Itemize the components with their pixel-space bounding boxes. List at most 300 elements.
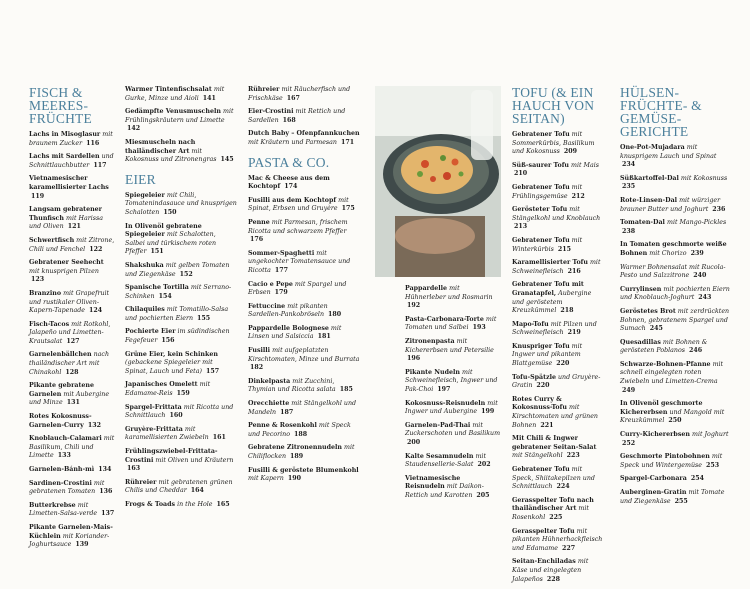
entry-page-number: 236 — [712, 205, 726, 213]
entry-page-number: 160 — [169, 412, 183, 420]
entry-page-number: 155 — [197, 314, 211, 322]
entry-page-number: 117 — [93, 161, 107, 169]
entry-description: mit Rettich und Sardellen — [248, 108, 346, 124]
entry-title: Miesmuscheln nach thailändischer Art — [125, 138, 196, 155]
entry-description: mit Tomate und Ziegenkäse — [620, 489, 725, 505]
entry-title: Rühreier — [248, 86, 280, 93]
entry-page-number: 185 — [339, 386, 353, 394]
entry-description: mit Stängelkohl und Mandeln — [248, 400, 357, 416]
entry-page-number: 240 — [693, 272, 707, 280]
entry-description: mit Schweinefleisch — [512, 259, 601, 275]
index-entry — [248, 444, 360, 461]
index-entry — [125, 404, 237, 421]
entry-description: mit Rosenkohl — [512, 505, 589, 521]
entry-description: mit Käse und eingelegten Jalapeños — [512, 558, 589, 583]
entry-page-number: 249 — [622, 386, 636, 394]
entry-title: Fusilli & geröstete Blumenkohl — [248, 466, 359, 474]
entry-title: Cacio e Pepe — [248, 280, 293, 288]
entry-title: Spargel-Carbonara — [620, 475, 687, 483]
entry-page-number: 212 — [571, 192, 585, 200]
entry-title: Penne — [248, 218, 270, 226]
entry-description: mit Kirschtomaten und grünen Bohnen — [512, 404, 598, 429]
entry-description: mit Zucchini, Thymian und Ricotta salata — [248, 377, 336, 394]
entry-title: Gerösteter Tofu — [512, 206, 568, 214]
entry-page-number: 213 — [514, 223, 528, 231]
index-entry — [405, 475, 501, 501]
entry-description: mit gelben Tomaten und Ziegenkäse — [125, 261, 230, 278]
entry-description: mit Chili, Tomatenindasauce und knusprigen Schalotten — [125, 191, 237, 216]
entry-title: Auberginen-Gratin — [620, 489, 687, 496]
entry-title: Curry-Kichererbsen — [620, 431, 690, 439]
entry-title: Fisch-Tacos — [29, 320, 70, 328]
index-entry — [125, 192, 237, 218]
entry-description: mit Räucherfisch und Frischkäse — [248, 86, 351, 102]
entry-description: mit Hühnerleber und Rosmarin — [405, 285, 493, 301]
entry-page-number: 190 — [287, 475, 301, 483]
entry-page-number: 192 — [407, 302, 421, 310]
index-entry — [29, 175, 116, 201]
column-fisch-eier — [125, 86, 237, 515]
entry-description: mit Spargel und Erbsen — [248, 280, 347, 297]
entry-title: Spiegeleier — [125, 191, 165, 199]
entry-page-number: 219 — [567, 329, 581, 337]
index-entry — [248, 197, 360, 214]
index-entry — [620, 431, 732, 448]
index-entry — [248, 347, 360, 373]
entry-title: Kalte Sesamnudeln — [405, 452, 474, 460]
entry-page-number: 253 — [706, 461, 720, 469]
index-entry — [125, 223, 237, 257]
entry-description: mit Ingwer und Aubergine — [405, 399, 498, 416]
index-entry — [248, 175, 360, 192]
index-entry — [29, 259, 116, 285]
entry-title: Gebratener Tofu — [512, 131, 570, 138]
entry-title: Geröstetes Brot — [620, 307, 676, 315]
entry-title: Vietnamesische Reisnudeln — [405, 474, 461, 491]
index-entry — [29, 435, 116, 461]
index-entry — [405, 285, 501, 311]
entry-page-number: 210 — [514, 170, 528, 178]
entry-title: Dutch Baby – Ofenpfannkuchen — [248, 130, 360, 138]
entry-title: In Olivenöl geschmorte Kichererbsen — [620, 400, 703, 416]
index-entry — [512, 396, 604, 430]
entry-title: Fettuccine — [248, 302, 286, 310]
entry-title: Sardinen-Crostini — [29, 479, 92, 487]
index-entry — [512, 131, 604, 157]
entry-description: mit Linsen und Salsiccia — [248, 324, 342, 341]
entry-page-number: 245 — [649, 325, 663, 333]
entry-page-number: 121 — [67, 223, 81, 231]
section-heading-tofu: TOFU (& EIN HAUCH VON SEITAN) — [512, 85, 595, 126]
entry-title: Frühlingszwiebel-Frittata-Crostini — [125, 448, 218, 464]
entry-description: mit Edamame-Reis — [125, 381, 211, 398]
entry-title: Japanisches Omelett — [125, 381, 198, 389]
index-entry — [125, 108, 237, 134]
entry-description: mit Zuckerschoten und Basilikum — [405, 421, 501, 438]
entry-description: mit Aubergine und Minze — [29, 390, 110, 407]
entry-description: mit Sommerkürbis, Basilikum und Kokosnuss — [512, 131, 595, 156]
entry-description: mit aufgeplatzten Kirschtomaten, Minze und Burrata — [248, 347, 360, 363]
entry-page-number: 164 — [190, 487, 204, 495]
entry-title: Pikante Garnelen-Mais-Küchlein — [29, 523, 113, 540]
entry-title: Schwertfisch — [29, 236, 75, 244]
entry-title: Spargel-Frittata — [125, 403, 182, 411]
entry-title: Penne & Rosenkohl — [248, 422, 317, 430]
entry-page-number: 131 — [66, 399, 80, 407]
entry-description: und Mangold mit Kreuzkümmel — [620, 408, 725, 425]
index-entry — [620, 361, 732, 395]
entry-page-number: 216 — [567, 267, 581, 275]
entry-title: Gerasspelter Tofu nach thailändischer Art — [512, 496, 594, 513]
entry-page-number: 197 — [437, 385, 451, 393]
index-entry — [248, 219, 360, 245]
index-entry — [125, 328, 237, 345]
entry-page-number: 189 — [290, 453, 304, 460]
index-entry — [620, 219, 732, 236]
entry-description: mit würziger brauner Butter und Joghurt — [620, 196, 721, 213]
index-entry — [125, 306, 237, 323]
entry-page-number: 220 — [556, 360, 570, 368]
entry-page-number: 119 — [31, 192, 45, 200]
entry-title: Gebratene Zitronennudeln — [248, 444, 342, 452]
entry-title: Knuspriger Tofu — [512, 342, 570, 350]
index-entry — [620, 264, 732, 281]
entry-description: mit Stängelkohl — [512, 452, 563, 460]
entry-description: (gebackene Spiegeleier mit Spinat, Lauch und Feta) — [125, 359, 213, 375]
index-entry — [620, 144, 732, 170]
index-entry — [512, 528, 604, 554]
entry-page-number: 151 — [150, 248, 164, 256]
entry-description: mit Spinat, Erbsen und Gruyère — [248, 196, 349, 213]
index-entry — [512, 281, 604, 315]
entry-description: Aubergine und geröstetem Kreuzkümmel — [512, 289, 592, 315]
index-entry — [29, 466, 116, 475]
entry-title: In Tomaten geschmorte weiße Bohnen — [620, 241, 727, 257]
entry-page-number: 157 — [205, 367, 220, 375]
entry-title: Seitan-Enchiladas — [512, 558, 576, 566]
entry-title: Rühreier — [125, 478, 157, 486]
entry-page-number: 187 — [280, 408, 294, 416]
entry-description: mit Kichererbsen und Petersilie — [405, 337, 494, 354]
entry-title: Garnelen-Bánh-mì — [29, 466, 95, 473]
entry-page-number: 174 — [284, 183, 298, 191]
entry-title: Dinkelpasta — [248, 377, 291, 385]
entry-page-number: 159 — [176, 390, 190, 398]
index-entry — [29, 131, 116, 148]
index-entry — [620, 453, 732, 470]
entry-page-number: 254 — [690, 475, 705, 483]
entry-page-number: 134 — [98, 466, 112, 473]
entry-title: Karamellisierter Tofu — [512, 259, 588, 267]
entry-title: Vietnamesischer karamellisierter Lachs — [29, 175, 109, 191]
entry-title: Butterkrebse — [29, 501, 76, 509]
entry-page-number: 252 — [622, 439, 636, 447]
entry-page-number: 168 — [282, 116, 296, 124]
entry-description: mit Speck und Wintergemüse — [620, 453, 723, 469]
entry-page-number: 246 — [689, 347, 703, 355]
entry-title: Chilaquiles — [125, 306, 165, 314]
entry-description: mit karamellisierten Zwiebeln — [125, 425, 209, 442]
index-entry — [620, 308, 732, 334]
index-entry — [620, 197, 732, 214]
entry-description: mit Ricotta und Schnittlauch — [125, 403, 234, 420]
entry-description: und Schnittlauchbutter — [29, 153, 114, 169]
column-huelsen — [620, 86, 732, 511]
entry-description: mit Koriander-Joghurtsauce — [29, 532, 110, 549]
index-entry — [248, 400, 360, 417]
entry-page-number: 238 — [622, 227, 636, 235]
entry-description: mit pochierten Eiern und Knoblauch-Joghurt — [620, 285, 730, 302]
entry-description: und Gruyère-Gratin — [512, 373, 601, 390]
entry-page-number: 128 — [65, 368, 79, 376]
entry-description: mit Grapefruit und rustikaler Oliven-Kapern-Tapenade — [29, 289, 110, 315]
entry-page-number: 177 — [274, 266, 289, 274]
entry-description: mit Kapern — [248, 475, 284, 483]
entry-description: mit Tomaten und Salbei — [405, 315, 497, 332]
entry-description: mit Zitrone, Chili und Fenchel — [29, 236, 115, 253]
entry-title: Gebratener Tofu — [512, 236, 570, 244]
entry-title: In Olivenöl gebratene Spiegeleier — [125, 222, 202, 239]
entry-description: mit Schalotten, Salbei und türkischem roten Pfeffer — [125, 231, 217, 256]
index-entry — [29, 524, 116, 550]
entry-description: mit Chiliflocken — [248, 444, 355, 460]
index-entry — [29, 321, 116, 347]
index-entry — [248, 281, 360, 298]
entry-title: Pikante gebratene Garnelen — [29, 382, 94, 398]
entry-title: Fusilli — [248, 347, 271, 355]
entry-page-number: 176 — [250, 236, 264, 244]
index-entry — [125, 284, 237, 301]
index-entry — [29, 480, 116, 497]
entry-title: Spanische Tortilla — [125, 284, 189, 292]
entry-description: mit Frühlingskräutern und Limette — [125, 108, 234, 124]
entry-page-number: 209 — [563, 148, 578, 156]
entry-description: mit knusprigen Pilzen — [29, 267, 99, 275]
entry-page-number: 202 — [477, 461, 491, 469]
entry-title: Lachs in Misoglasur — [29, 131, 101, 138]
entry-description: mit gebratenen Tomaten — [29, 479, 105, 496]
entry-description: mit Ingwer und pikantem Blattgemüse — [512, 342, 583, 368]
entry-description: mit Gurke, Minze und Aioli — [125, 86, 225, 102]
index-entry — [512, 558, 604, 584]
entry-page-number: 181 — [317, 333, 331, 341]
index-entry — [248, 422, 360, 439]
entry-title: Rotes Kokosnuss-Garnelen-Curry — [29, 413, 92, 429]
entry-description: mit pikanten Sardellen-Pankobröseln — [248, 302, 328, 319]
entry-title: Pappardelle Bolognese — [248, 324, 329, 332]
entry-title: Pasta-Carbonara-Torte — [405, 315, 484, 323]
entry-title: Tomaten-Dal — [620, 219, 665, 227]
entry-page-number: 239 — [690, 249, 704, 257]
index-entry — [29, 502, 116, 519]
entry-title: Gebratener Tofu — [512, 183, 570, 191]
index-entry — [29, 153, 116, 170]
entry-page-number: 205 — [476, 491, 490, 499]
entry-page-number: 179 — [274, 289, 288, 297]
entry-page-number: 223 — [566, 452, 580, 460]
entry-page-number: 142 — [127, 125, 141, 133]
entry-description: mit Schweinefleisch, Ingwer und Pak-Choi — [405, 368, 498, 393]
section-heading-pasta: PASTA & CO. — [248, 154, 330, 170]
entry-description: mit pikanten Hühnerhackfleisch und Edamame — [512, 527, 603, 552]
index-entry — [620, 286, 732, 303]
entry-page-number: 132 — [87, 421, 102, 429]
entry-title: Frogs & Toads — [125, 500, 176, 508]
entry-title: Süß-saurer Tofu — [512, 161, 570, 169]
entry-description: mit gebratenen grünen Chilis und Cheddar — [125, 478, 233, 495]
index-entry — [620, 339, 732, 356]
entry-description: nach thailändischer Art mit Chinakohl — [29, 351, 110, 376]
entry-description: mit Staudensellerie-Salat — [405, 452, 486, 469]
entry-title: Geschmorte Pintobohnen — [620, 453, 710, 461]
index-entry — [29, 237, 116, 254]
entry-title: Gedämpfte Venusmuscheln — [125, 108, 221, 116]
entry-title: Tofu-Spätzle — [512, 373, 556, 381]
index-entry — [620, 489, 732, 506]
column-pasta-cont — [405, 285, 501, 505]
index-entry — [512, 206, 604, 232]
entry-page-number: 124 — [89, 307, 103, 315]
entry-title: Currylinsen — [620, 285, 662, 293]
index-entry — [29, 351, 116, 377]
entry-description: mit Tomatillo-Salsa und pochierten Eiern — [125, 306, 229, 322]
entry-description: mit Mais — [571, 161, 599, 169]
index-entry — [405, 369, 501, 395]
index-entry — [405, 338, 501, 364]
index-entry — [29, 382, 116, 408]
index-entry — [125, 262, 237, 279]
entry-description: mit zerdrückten Bohnen, gebratenem Spargel und Sumach — [620, 307, 730, 333]
entry-page-number: 139 — [75, 541, 89, 549]
index-entry — [512, 259, 604, 276]
entry-page-number: 141 — [202, 94, 216, 102]
index-entry — [620, 241, 732, 258]
entry-title: Süßkartoffel-Dal — [620, 174, 679, 182]
section-heading-fisch: FISCH & MEERES-FRÜCHTE — [29, 85, 92, 126]
entry-page-number: 193 — [472, 324, 486, 332]
entry-description: mit Basilikum, Chili und Limette — [29, 435, 115, 460]
entry-description: mit Speck und Pecorino — [248, 422, 351, 438]
entry-page-number: 137 — [101, 510, 115, 518]
index-entry — [125, 139, 237, 165]
entry-page-number: 221 — [540, 421, 554, 429]
index-entry — [512, 343, 604, 369]
index-entry — [512, 497, 604, 523]
entry-page-number: 161 — [212, 434, 226, 442]
entry-title: Schwarze-Bohnen-Pfanne — [620, 360, 711, 368]
entry-page-number: 224 — [556, 483, 570, 491]
entry-title: Grüne Eier, kein Schinken — [125, 350, 218, 358]
entry-title: Gebratener Seehecht — [29, 259, 104, 267]
entry-title: Warmer Tintenfischsalat — [125, 86, 212, 93]
entry-title: Fusilli aus dem Kochtopf — [248, 196, 337, 204]
index-entry — [512, 321, 604, 338]
entry-title: Rotes Curry & Kokosnuss-Tofu — [512, 395, 567, 412]
index-entry — [125, 501, 237, 510]
index-entry — [125, 381, 237, 398]
entry-description: im südindischen Fegefeuer — [125, 328, 230, 345]
index-entry — [405, 400, 501, 417]
index-entry — [512, 374, 604, 391]
section-heading-huelsen: HÜLSEN-FRÜCHTE- & GEMÜSE-GERICHTE — [620, 85, 702, 139]
entry-description: mit Serrano-Schinken — [125, 284, 232, 300]
entry-page-number: 116 — [86, 139, 100, 147]
entry-description: mit Speck, Shiitakepilzen und Schnittlauch — [512, 466, 595, 491]
entry-description: mit Harissa und Oliven — [29, 214, 103, 231]
entry-title: Sommer-Spaghetti — [248, 249, 315, 257]
entry-title: Quesadillas — [620, 338, 661, 346]
entry-page-number: 123 — [31, 276, 45, 284]
entry-title: Garnelen-Pad-Thai — [405, 421, 471, 429]
entry-page-number: 199 — [481, 408, 495, 416]
entry-title: Shakshuka — [125, 261, 164, 269]
entry-page-number: 127 — [66, 337, 80, 345]
column-eier-pasta — [248, 86, 360, 489]
entry-page-number: 255 — [674, 497, 688, 505]
entry-title: Garnelenbällchen — [29, 351, 92, 359]
entry-title: Pappardelle — [405, 285, 448, 292]
entry-page-number: 227 — [561, 544, 576, 552]
index-entry — [125, 426, 237, 443]
index-entry — [620, 475, 732, 484]
entry-title: Rote-Linsen-Dal — [620, 196, 678, 204]
entry-description: mit Joghurt — [691, 431, 729, 439]
index-entry — [405, 453, 501, 470]
pasta-dish-photo — [375, 86, 501, 277]
entry-title: Mit Chili & Ingwer gebratener Seitan-Salat — [512, 435, 597, 451]
index-entry — [125, 448, 237, 474]
entry-description: mit Winterkürbis — [512, 236, 583, 253]
column-tofu — [512, 86, 604, 589]
entry-page-number: 218 — [560, 307, 574, 315]
index-entry — [248, 467, 360, 484]
index-entry — [405, 316, 501, 333]
entry-title: Mapo-Tofu — [512, 320, 549, 328]
entry-title: Eier-Crostini — [248, 108, 294, 116]
index-entry — [405, 422, 501, 448]
entry-page-number: 163 — [127, 465, 141, 473]
entry-title: Gebratener Tofu mit Granatapfel, — [512, 281, 584, 297]
entry-page-number: 122 — [89, 245, 103, 253]
entry-page-number: 175 — [341, 205, 355, 213]
entry-page-number: 243 — [698, 294, 712, 302]
entry-description: Warmer Bohnensalat mit Rucola-Pesto und Salzzitrone — [620, 263, 726, 280]
index-entry — [248, 108, 360, 125]
section-heading-eier: EIER — [125, 171, 156, 187]
entry-title: Gerasspelter Tofu — [512, 527, 575, 535]
index-entry — [620, 400, 732, 426]
entry-page-number: 250 — [668, 417, 682, 425]
entry-description: mit Limetten-Salsa-verde — [29, 501, 98, 518]
entry-description: mit Pilzen und Schweinefleisch — [512, 320, 597, 337]
entry-title: Gruyère-Frittata — [125, 425, 183, 433]
entry-title: Knoblauch-Calamari — [29, 435, 102, 443]
entry-page-number: 167 — [286, 94, 300, 102]
entry-page-number: 215 — [557, 245, 572, 253]
entry-page-number: 220 — [536, 382, 550, 390]
entry-description: mit schnell eingelegten roten Zwiebeln und Limetten-Crema — [620, 360, 724, 386]
entry-description: mit Mango-Pickles — [666, 219, 727, 227]
index-entry — [248, 130, 360, 147]
entry-description: mit Kokosnuss und Zitronengras — [125, 147, 217, 164]
index-entry — [248, 378, 360, 395]
index-entry — [248, 86, 360, 103]
index-entry — [29, 206, 116, 232]
entry-page-number: 145 — [220, 156, 234, 164]
index-entry — [29, 290, 116, 316]
index-entry — [620, 175, 732, 192]
index-entry — [512, 435, 604, 461]
